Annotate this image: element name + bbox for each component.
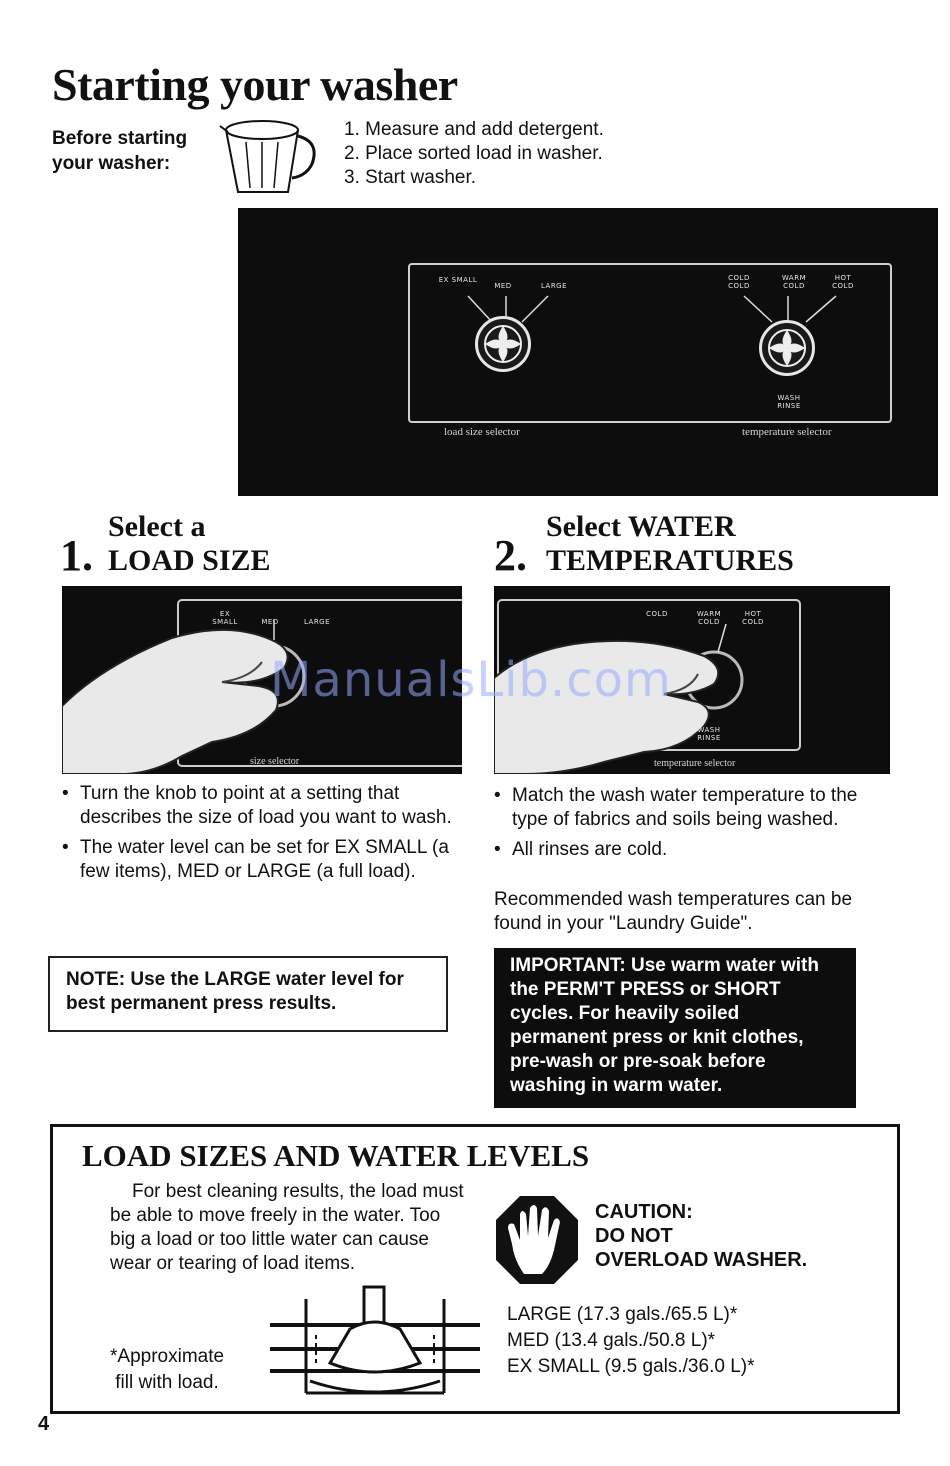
before-starting-label: Before starting your washer:: [52, 128, 188, 174]
load-label-large: LARGE: [540, 282, 568, 290]
temperature-selector-caption: temperature selector: [742, 426, 832, 438]
photo-label-med: MED: [261, 618, 279, 626]
load-sizes-body: For best cleaning results, the load must be able to move freely in the water. Too big a load or too little water can cause wear or tearing of load items.: [110, 1181, 464, 1274]
photo-label-wash-rinse: WASH RINSE: [697, 726, 721, 742]
step2-heading-line2: TEMPERATURES: [546, 544, 794, 577]
list-item: • Turn the knob to point at a setting that describes the size of load you want to wash.: [62, 782, 458, 830]
temp-label-warm-cold: WARM COLD: [781, 274, 807, 290]
step2-heading-line1: Select WATER: [546, 510, 736, 543]
approximate-note: *Approximate fill with load.: [110, 1346, 225, 1393]
start-step: 2. Place sorted load in washer.: [344, 143, 603, 164]
knob-icon: [478, 319, 528, 369]
list-item: • Match the wash water temperature to the type of fabrics and soils being washed.: [494, 784, 894, 832]
photo-label-hot-cold: HOT COLD: [742, 610, 764, 626]
step2-number: 2.: [494, 531, 527, 580]
start-step: 1. Measure and add detergent.: [344, 119, 604, 140]
temp-label-hot-cold: HOT COLD: [832, 274, 854, 290]
photo-label-ex-small: EX SMALL: [212, 610, 238, 626]
photo-label-warm-cold: WARM COLD: [696, 610, 722, 626]
load-label-ex-small: EX SMALL: [438, 276, 478, 284]
wash-rinse-label: WASH RINSE: [777, 394, 801, 410]
page-number: 4: [38, 1413, 50, 1435]
temperature-knob[interactable]: [759, 320, 815, 376]
load-label-med: MED: [494, 282, 512, 290]
note-box: [48, 956, 448, 1032]
step1-heading-line2: LOAD SIZE: [108, 544, 271, 577]
watermark: ManualsLib.com: [270, 652, 672, 708]
washer-tub-diagram: [270, 1285, 480, 1403]
photo-label-large: LARGE: [303, 618, 331, 626]
photo-size-selector-caption: size selector: [250, 756, 300, 767]
important-text: IMPORTANT: Use warm water with the PERM'T PRESS or SHORT cycles. For heavily soiled permanent press or knit clothes, pre-wash or pre-soak before washing in warm water.: [510, 955, 819, 1096]
temp-label-cold-cold: COLD COLD: [728, 274, 750, 290]
photo-temperature-selector-caption: temperature selector: [654, 758, 736, 769]
load-sizes-title: LOAD SIZES AND WATER LEVELS: [82, 1138, 590, 1173]
measuring-cup-icon: [216, 116, 324, 198]
knob-icon: [762, 323, 812, 373]
step1-number: 1.: [60, 531, 93, 580]
list-item: EX SMALL (9.5 gals./36.0 L)*: [507, 1356, 755, 1377]
step1-bullets: [62, 782, 458, 890]
list-item: MED (13.4 gals./50.8 L)*: [507, 1330, 716, 1351]
note-text: NOTE: Use the LARGE water level for best permanent press results.: [66, 969, 404, 1014]
start-steps-list: [344, 118, 604, 190]
list-item: LARGE (17.3 gals./65.5 L)*: [507, 1304, 738, 1325]
load-size-knob[interactable]: [475, 316, 531, 372]
water-levels-list: [507, 1302, 754, 1380]
start-step: 3. Start washer.: [344, 167, 477, 188]
stop-hand-icon: [494, 1194, 580, 1286]
caution-text: CAUTION: DO NOT OVERLOAD WASHER.: [595, 1201, 808, 1271]
list-item: • All rinses are cold.: [494, 838, 894, 862]
step1-heading-line1: Select a: [108, 510, 206, 543]
photo-label-cold: COLD: [646, 610, 668, 618]
load-size-selector-caption: load size selector: [444, 426, 520, 438]
recommended-temperatures-text: Recommended wash temperatures can be found in your "Laundry Guide".: [494, 889, 853, 934]
page-title: Starting your washer: [52, 59, 458, 110]
step2-bullets: [494, 784, 894, 868]
control-panel-image: [238, 208, 938, 496]
list-item: • The water level can be set for EX SMALL (a few items), MED or LARGE (a full load).: [62, 836, 458, 884]
important-box: [494, 948, 856, 1108]
